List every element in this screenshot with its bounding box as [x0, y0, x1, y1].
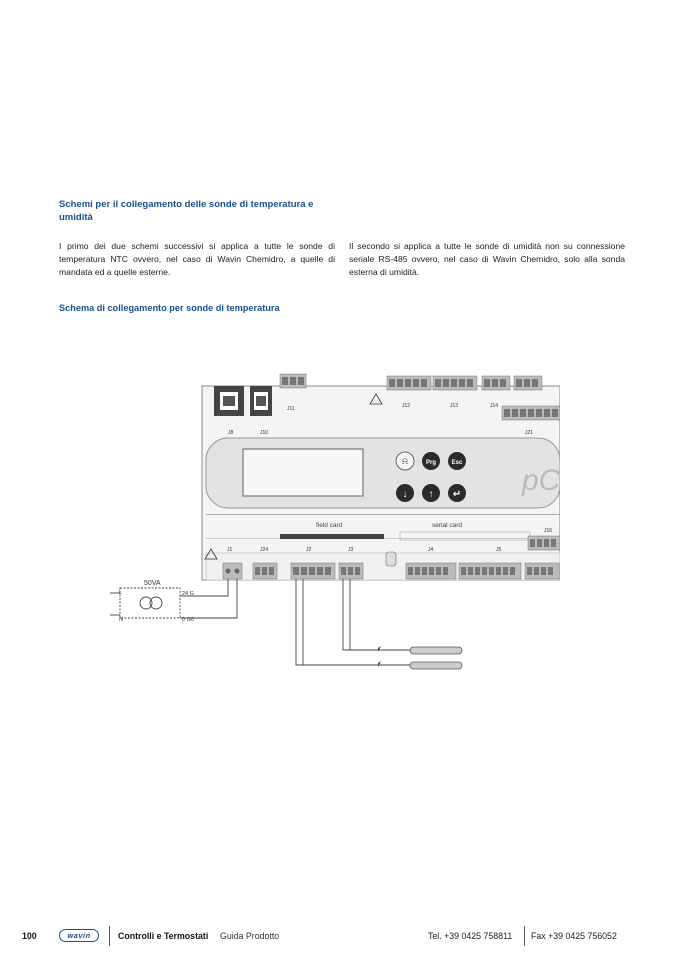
terminal-j4 [406, 563, 456, 579]
footer-title: Controlli e Termostati [118, 931, 209, 941]
terminal-j3 [339, 563, 363, 579]
page-footer [0, 926, 678, 948]
svg-text:↓: ↓ [402, 489, 408, 500]
terminal-j21 [502, 406, 560, 420]
wiring-diagram [110, 368, 560, 678]
footer-fax: Fax +39 0425 756052 [531, 931, 617, 941]
lcd-display [243, 449, 363, 496]
svg-text:Prg: Prg [425, 460, 437, 466]
terminal-j5 [459, 563, 521, 579]
label-j24: J24 [260, 547, 269, 553]
label-j3: J3 [348, 547, 354, 553]
wavin-logo: wavin [59, 929, 99, 942]
svg-text:⍾: ⍾ [402, 456, 408, 466]
label-j11: J11 [287, 406, 295, 412]
serial-card-label: serial card [432, 522, 462, 529]
svg-text:↑: ↑ [428, 489, 434, 500]
sensor-symbol [386, 552, 396, 566]
rj-jack-j10 [250, 386, 272, 416]
terminal-j1 [223, 563, 242, 579]
paragraph-right: Il secondo si applica a tutte le sonde di umidità non su connessione seriale RS-485 ovvero, nel caso di Wavin Chemidro, solo alla sonda esterna di umidità. [349, 241, 625, 277]
svg-text:Esc: Esc [451, 460, 463, 466]
label-j14: J14 [490, 403, 499, 409]
terminal-j2 [291, 563, 335, 579]
paragraph-left: I primo dei due schemi successivi si applica a tutte le sonde di temperatura NTC ovvero, nel caso di Wavin Chemidro, a quelle di mandata ed a quelle esterne. [59, 241, 335, 277]
footer-divider [109, 926, 110, 946]
power-wires [180, 579, 237, 618]
label-j1: J1 [227, 547, 233, 553]
terminal-j14 [482, 376, 510, 390]
terminal-j15 [514, 376, 542, 390]
terminal-24g: 24 G [182, 591, 194, 597]
line-l: L [119, 590, 123, 596]
label-j5: J5 [496, 547, 502, 553]
label-j10: J10 [260, 430, 269, 436]
footer-subtitle: Guida Prodotto [220, 931, 280, 941]
terminal-j24 [253, 563, 277, 579]
probe-wires [296, 579, 410, 665]
footer-phone: Tel. +39 0425 758811 [428, 931, 513, 941]
rj-jack-j8 [214, 386, 244, 416]
page-number: 100 [22, 931, 37, 941]
terminal-j11 [280, 374, 306, 388]
label-j16: J16 [544, 528, 553, 534]
diagram-subheading: Schema di collegamento per sonde di temperatura [59, 303, 280, 313]
field-card-label: field card [316, 522, 343, 529]
label-j8: J8 [228, 430, 234, 436]
pco-logo: pC [522, 464, 560, 497]
label-j12: J12 [402, 403, 411, 409]
transformer-rating: 50VA [144, 580, 161, 587]
label-j4: J4 [428, 547, 434, 553]
line-n: N [119, 617, 123, 623]
terminal-0g0: 0 G0 [182, 617, 194, 623]
footer-divider-2 [524, 926, 525, 946]
label-j2: J2 [306, 547, 312, 553]
terminal-j13 [433, 376, 477, 390]
label-j13: J13 [450, 403, 459, 409]
label-j21: J21 [525, 430, 534, 436]
svg-text:↵: ↵ [452, 489, 462, 500]
terminal-j12 [387, 376, 431, 390]
terminal-j16 [528, 536, 560, 550]
terminal-right [525, 563, 560, 579]
section-heading: Schemi per il collegamento delle sonde di temperatura e umidità [59, 199, 314, 223]
